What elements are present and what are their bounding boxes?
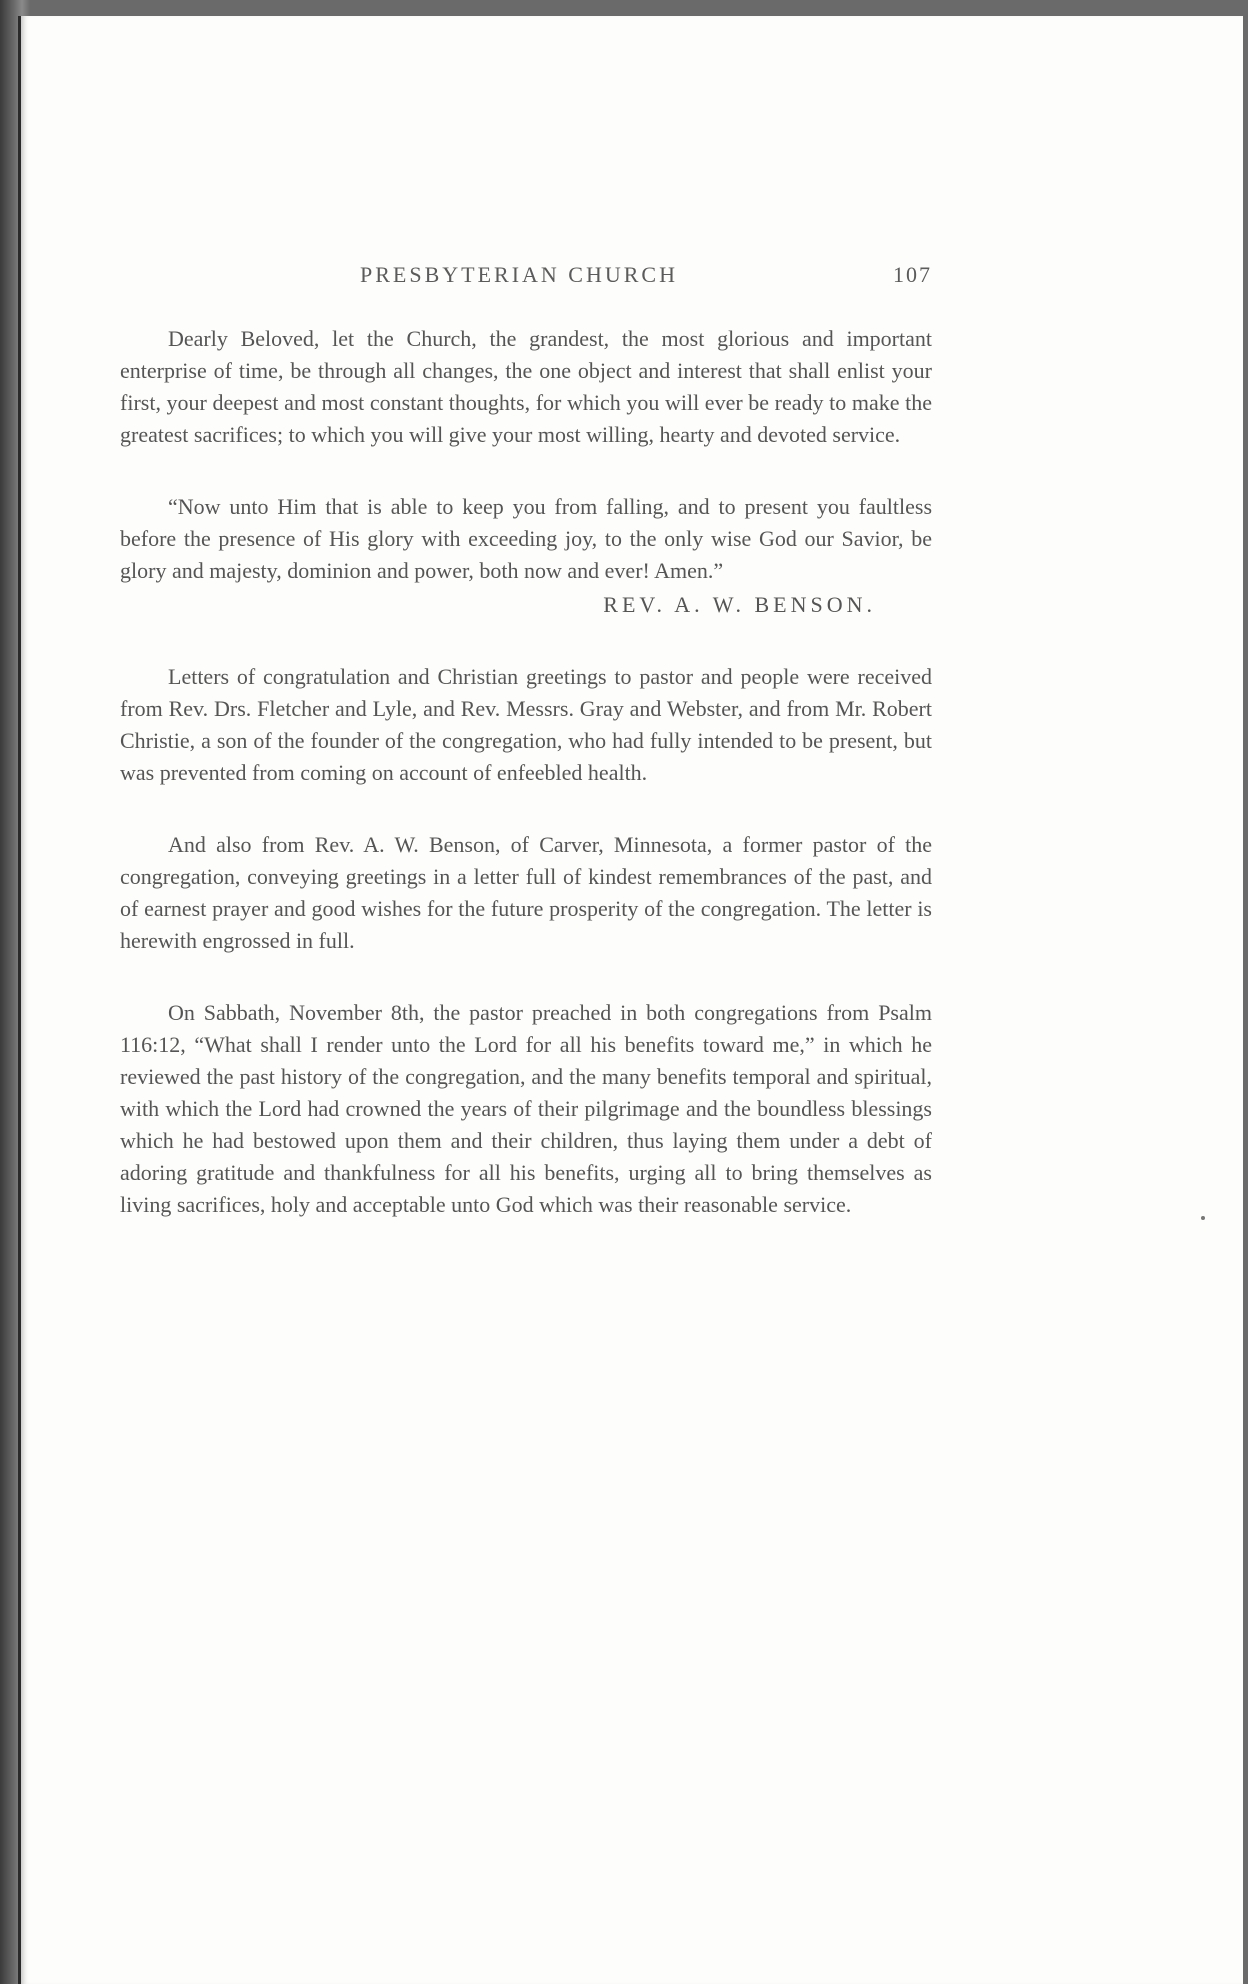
running-head xyxy=(120,255,932,295)
signature: REV. A. W. BENSON. xyxy=(603,592,876,617)
page-number: 107 xyxy=(893,262,932,287)
paragraph-letters: Letters of congratulation and Christian greetings to pastor and people were received from Rev. Drs. Fletcher and Lyle, and Rev. Messrs. Gray and Webster, and from Mr. Robert Christie, a son of the founder of the congregation, who had fully intended to be present, but was prevented from coming on account of enfeebled health. xyxy=(120,664,932,785)
paragraph-benson-letter: And also from Rev. A. W. Benson, of Carver, Minnesota, a former pastor of the congregation, conveying greetings in a letter full of kindest remembrances of the past, and of earnest prayer and good wishes for the future prosperity of the congregation. The letter is herewith engrossed in full. xyxy=(120,832,932,953)
paragraph-exhortation: Dearly Beloved, let the Church, the grandest, the most glorious and important enterprise of time, be through all changes, the one object and interest that shall enlist your first, your deepest and most constant thoughts, for which you will ever be ready to make the greatest sacrifices; to which you will give your most willing, hearty and devoted service. xyxy=(120,326,932,447)
running-title: PRESBYTERIAN CHURCH xyxy=(360,262,678,287)
paragraph-benediction-quote: “Now unto Him that is able to keep you from falling, and to present you faultless before the presence of His glory with exceeding joy, to the only wise God our Savior, be glory and majesty, dominion and power, both now and ever! Amen.” xyxy=(120,494,932,583)
speck-mark xyxy=(1201,1216,1205,1220)
page-content xyxy=(120,255,932,1261)
paragraph-sabbath-sermon: On Sabbath, November 8th, the pastor preached in both congregations from Psalm 116:12, “What shall I render unto the Lord for all his benefits toward me,” in which he reviewed the past history of the congregation, and the many benefits temporal and spiritual, with which the Lord had crowned the years of their pilgrimage and the boundless blessings which he had bestowed upon them and their children, thus laying them under a debt of adoring gratitude and thankfulness for all his benefits, urging all to bring themselves as living sacrifices, holy and acceptable unto God which was their reasonable service. xyxy=(120,1000,932,1217)
